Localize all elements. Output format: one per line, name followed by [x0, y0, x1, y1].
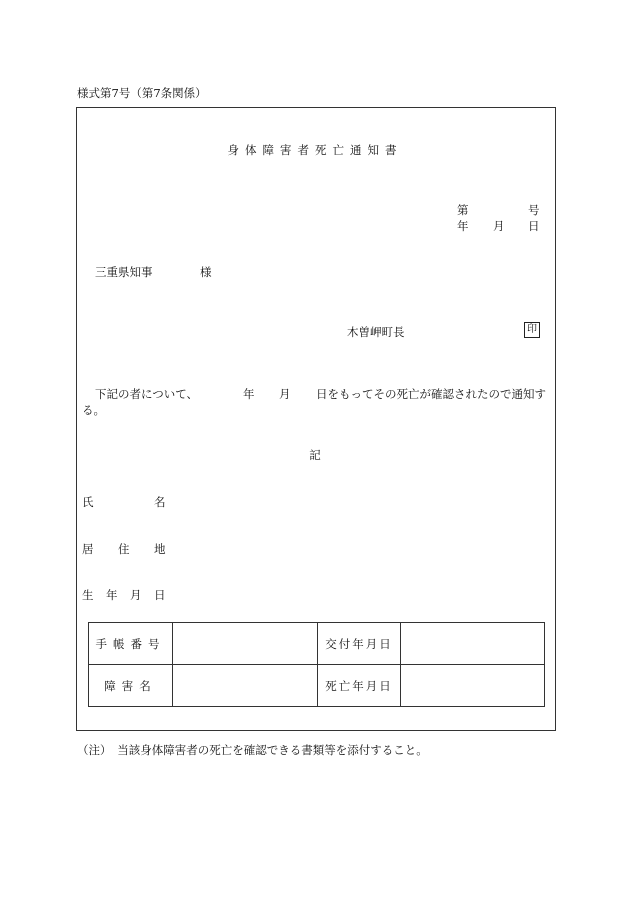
field-name-b: 名	[154, 495, 166, 509]
body-text-end: 日をもってその死亡が確認されたので通知す	[316, 387, 546, 401]
number-prefix: 第	[457, 203, 469, 217]
table-row	[89, 665, 545, 707]
body-text-start: 下記の者について、	[95, 387, 199, 401]
handbook-number-label: 手帳番号	[89, 623, 173, 665]
issue-date-cell[interactable]	[401, 623, 545, 665]
issuer-name: 木曽岬町長	[347, 325, 405, 339]
field-residence-b: 住	[118, 542, 130, 556]
info-table	[88, 622, 545, 707]
date-month: 月	[493, 219, 505, 233]
field-name-a: 氏	[82, 495, 94, 509]
field-birth-a: 生	[82, 588, 94, 602]
ki-heading: 記	[309, 448, 321, 462]
field-birth-d: 日	[154, 588, 166, 602]
addressee-honorific: 様	[200, 265, 212, 279]
document-title: 身体障害者死亡通知書	[227, 143, 403, 157]
body-year: 年	[243, 387, 255, 401]
date-year: 年	[457, 219, 469, 233]
field-birth-b: 年	[106, 588, 118, 602]
body-text-line2: る。	[82, 403, 105, 417]
issue-date-label: 交付年月日	[318, 623, 401, 665]
handbook-number-cell[interactable]	[173, 623, 318, 665]
body-month: 月	[279, 387, 291, 401]
seal-mark: 印	[524, 322, 540, 338]
death-date-label: 死亡年月日	[318, 665, 401, 707]
field-birth-c: 月	[130, 588, 142, 602]
footnote: （注） 当該身体障害者の死亡を確認できる書類等を添付すること。	[77, 743, 428, 757]
number-suffix: 号	[528, 203, 540, 217]
date-day: 日	[528, 219, 540, 233]
addressee-name: 三重県知事	[95, 265, 153, 279]
disability-name-label: 障害名	[89, 665, 173, 707]
field-residence-c: 地	[154, 542, 166, 556]
field-residence-a: 居	[82, 542, 94, 556]
disability-name-cell[interactable]	[173, 665, 318, 707]
table-row	[89, 623, 545, 665]
death-date-cell[interactable]	[401, 665, 545, 707]
form-number-label: 様式第7号（第7条関係）	[77, 86, 207, 100]
